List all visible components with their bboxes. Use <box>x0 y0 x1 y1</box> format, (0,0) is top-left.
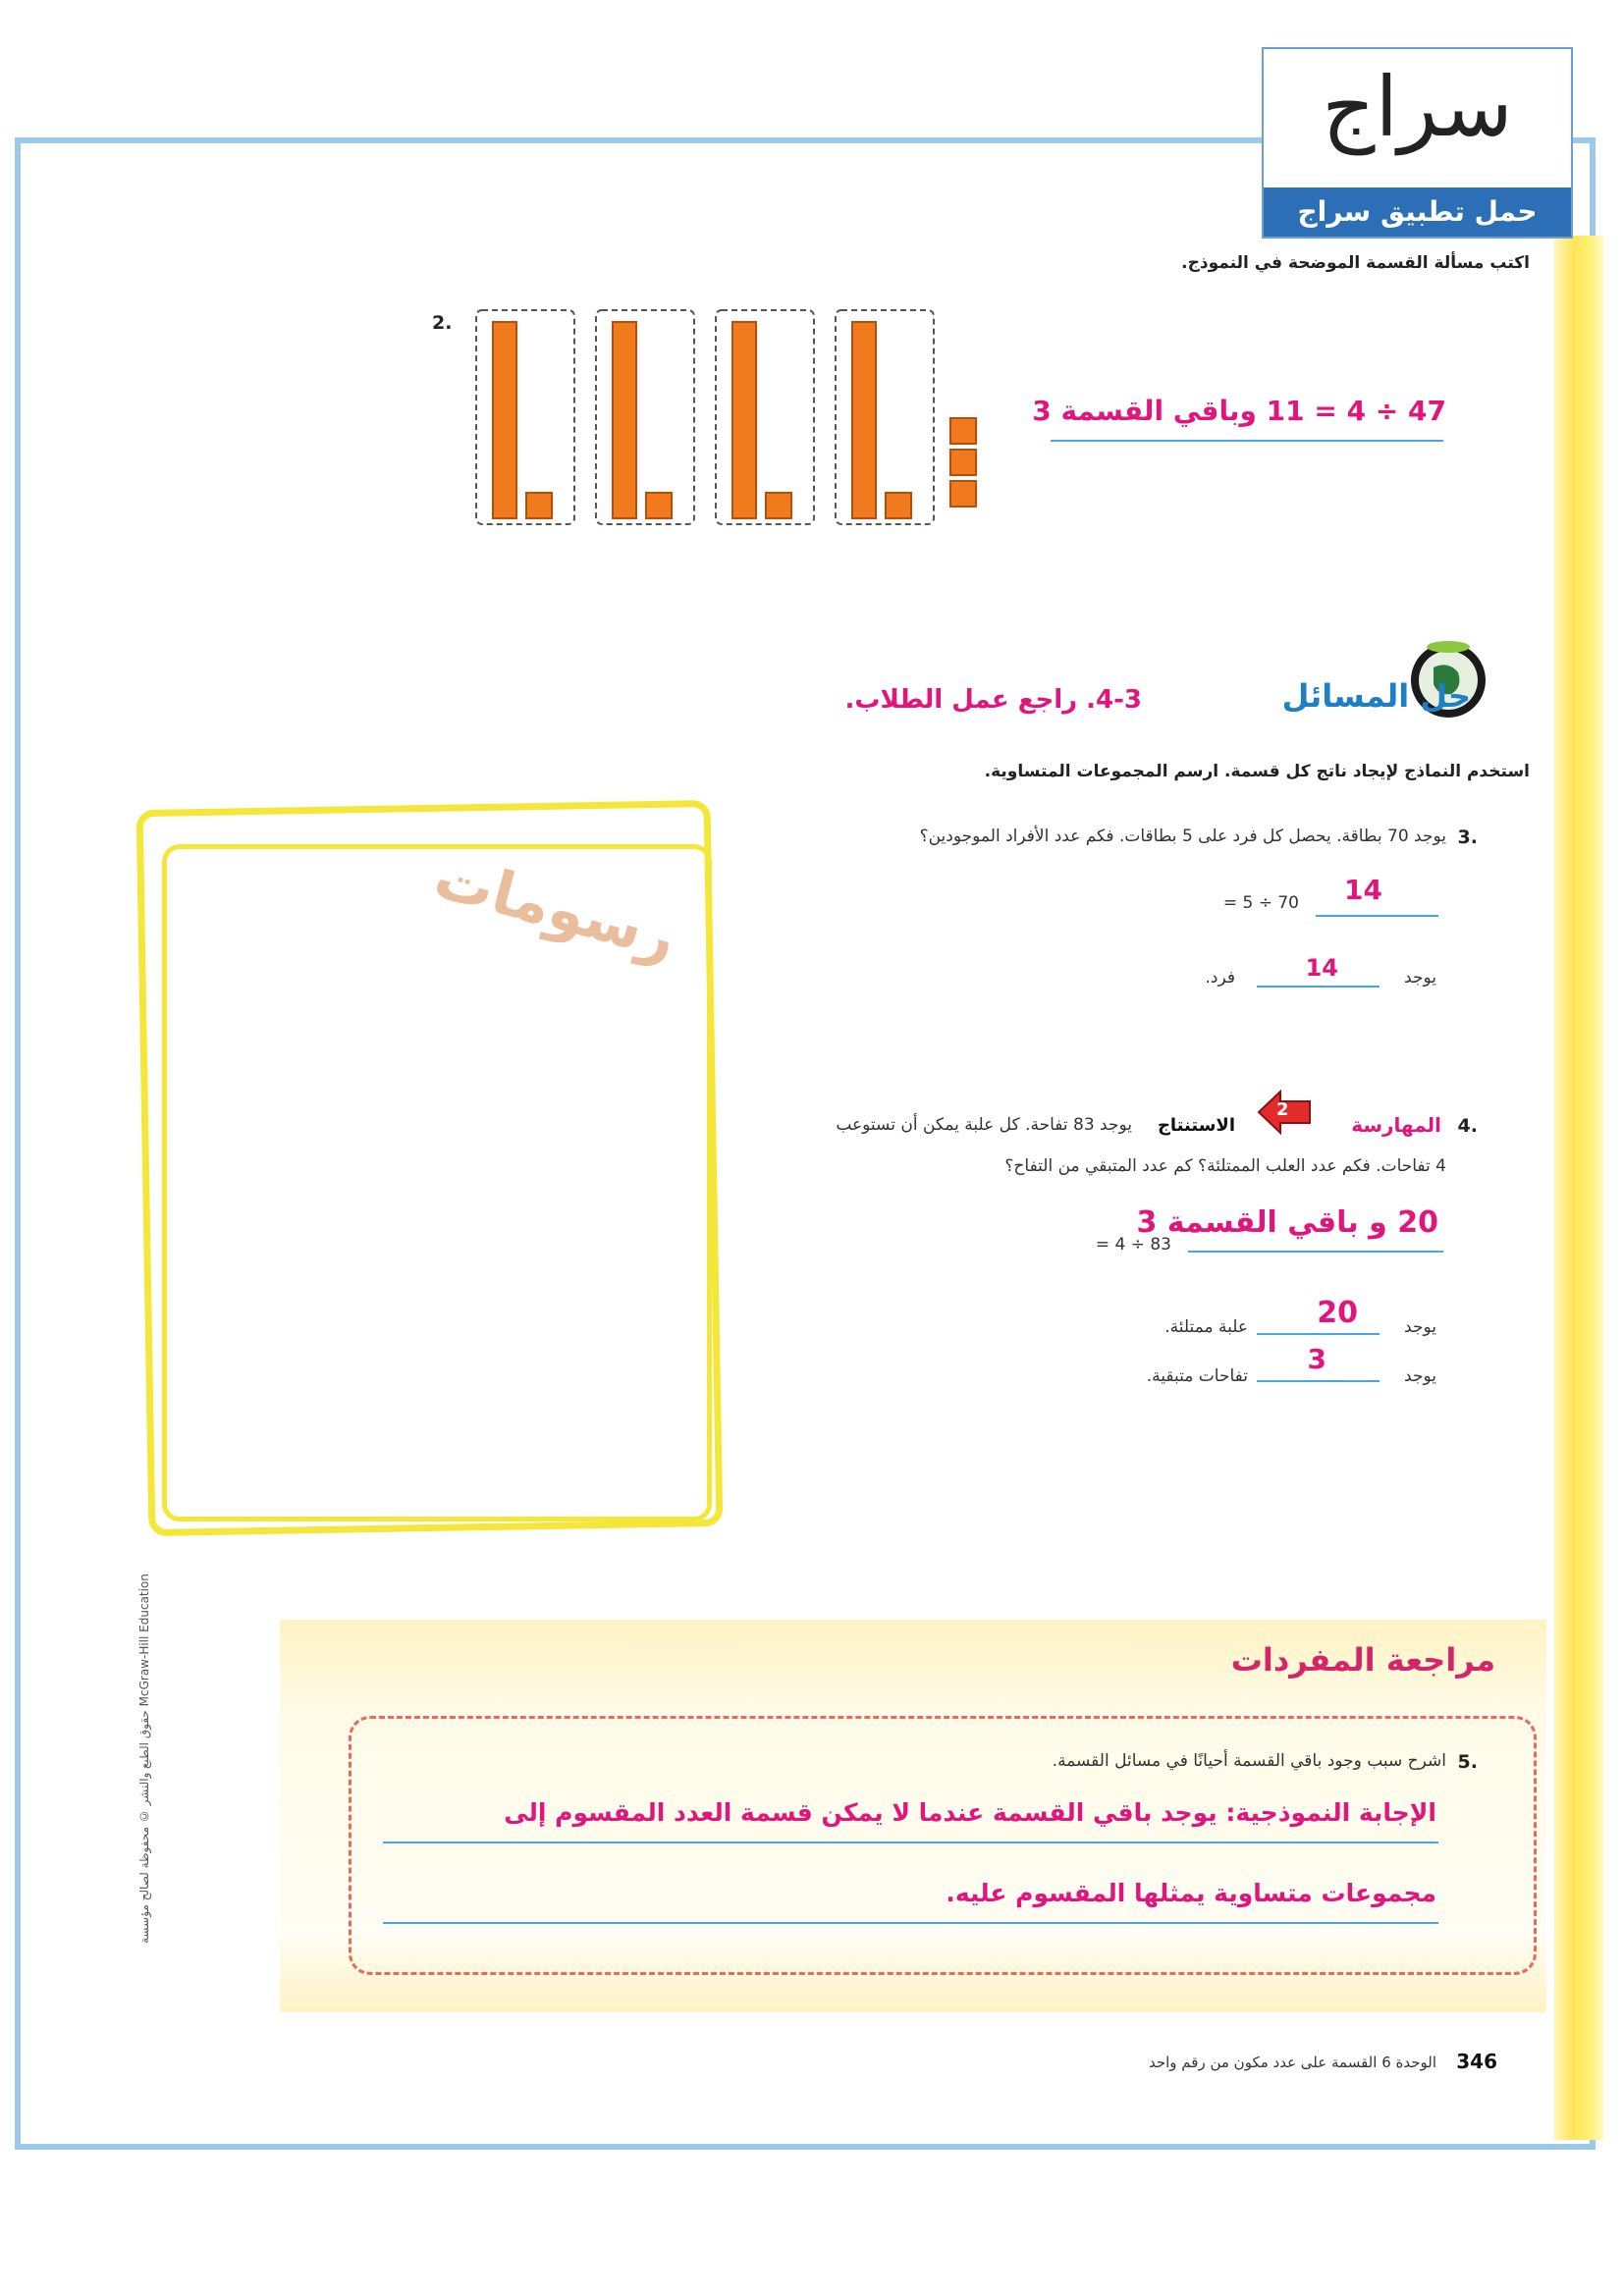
leftover-ones <box>950 418 976 507</box>
logo-subtitle: حمل تطبيق سراج <box>1264 187 1571 237</box>
problem-4-row-2-answer: 3 <box>1307 1343 1326 1375</box>
problem-4-number: 4. <box>1457 1115 1478 1137</box>
block-group-4 <box>836 310 934 524</box>
problem-2-number: 2. <box>432 312 453 334</box>
problem-3-text: يوجد 70 بطاقة. يحصل كل فرد على 5 بطاقات. فكم عدد الأفراد الموجودين؟ <box>919 827 1446 846</box>
vocab-answer-rule-1 <box>383 1842 1438 1843</box>
vocab-answer-rule-2 <box>383 1922 1438 1924</box>
side-copyright-note: حقوق الطبع والنشر © محفوظة لصالح مؤسسة McGraw-Hill Education <box>137 1574 151 1944</box>
problem-4-keyword: الاستنتاج <box>1157 1115 1235 1136</box>
problem-4-row-1-before: يوجد <box>1404 1317 1436 1337</box>
problem-3-answer-1: 14 <box>1344 874 1382 906</box>
problem-4-row-1-line <box>1257 1333 1380 1335</box>
page-number: 346 <box>1456 2050 1497 2073</box>
problem-4-equation: 83 ÷ 4 = <box>1095 1235 1171 1255</box>
practice-badge-label: المهارسة <box>1351 1113 1441 1137</box>
block-group-3 <box>716 310 814 524</box>
problem-2-answer: 47 ÷ 4 = 11 وباقي القسمة 3 <box>1032 395 1446 427</box>
problem-4-text-line-2: 4 تفاحات. فكم عدد العلب الممتلئة؟ كم عدد المتبقي من التفاح؟ <box>1004 1156 1446 1176</box>
logo-title: سراج <box>1322 59 1513 155</box>
vocab-question: اشرح سبب وجود باقي القسمة أحيانًا في مسائل القسمة. <box>1052 1751 1446 1771</box>
problem-4-text-line-1: يوجد 83 تفاحة. كل علبة يمكن أن تستوعب <box>836 1115 1132 1135</box>
problem-3-label-before: يوجد <box>1404 968 1436 988</box>
problem-3-label-after: فرد. <box>1205 968 1235 988</box>
section-note: 4-3. راجع عمل الطلاب. <box>844 685 1142 715</box>
problem-3-answer-1-line <box>1316 915 1438 917</box>
problem-3-answer-2: 14 <box>1305 954 1338 982</box>
vocab-title: مراجعة المفردات <box>1230 1641 1495 1679</box>
problem-4-answer-equation-line <box>1188 1251 1443 1253</box>
app-logo[interactable] <box>1262 47 1573 239</box>
problem-3-number: 3. <box>1457 827 1478 848</box>
yellow-decoration-strip <box>1554 236 1603 2140</box>
problem-4-row-2-after: تفاحات متبقية. <box>1146 1366 1248 1386</box>
vocab-answer-line-1: الإجابة النموذجية: يوجد باقي القسمة عندما لا يمكن قسمة العدد المقسوم إلى <box>504 1798 1436 1827</box>
block-group-1 <box>476 310 574 524</box>
problem-4-row-2-before: يوجد <box>1404 1366 1436 1386</box>
problem-3-equation: 70 ÷ 5 = <box>1222 893 1299 913</box>
problem-4-row-1-after: علبة ممتلئة. <box>1164 1317 1248 1337</box>
problem-3-answer-2-line <box>1257 986 1380 988</box>
block-group-2 <box>596 310 694 524</box>
instruction-top: اكتب مسألة القسمة الموضحة في النموذج. <box>1181 253 1530 273</box>
practice-badge-number: 2 <box>1276 1099 1289 1120</box>
base-ten-blocks-model <box>471 304 982 530</box>
footer-unit-text: الوحدة 6 القسمة على عدد مكون من رقم واحد <box>1148 2054 1436 2071</box>
watermark-text: رسومات <box>427 842 683 974</box>
problem-4-row-2-line <box>1257 1380 1380 1382</box>
problem-2-answer-line <box>1051 440 1443 442</box>
vocab-question-number: 5. <box>1457 1751 1478 1773</box>
problem-4-answer-equation: 20 و باقي القسمة 3 <box>1136 1205 1438 1240</box>
section-title: حل المسائل <box>1281 677 1471 715</box>
problem-4-row-1-answer: 20 <box>1317 1296 1358 1330</box>
vocab-answer-line-2: مجموعات متساوية يمثلها المقسوم عليه. <box>946 1879 1436 1907</box>
instruction-section: استخدم النماذج لإيجاد ناتج كل قسمة. ارسم المجموعات المتساوية. <box>984 762 1530 781</box>
